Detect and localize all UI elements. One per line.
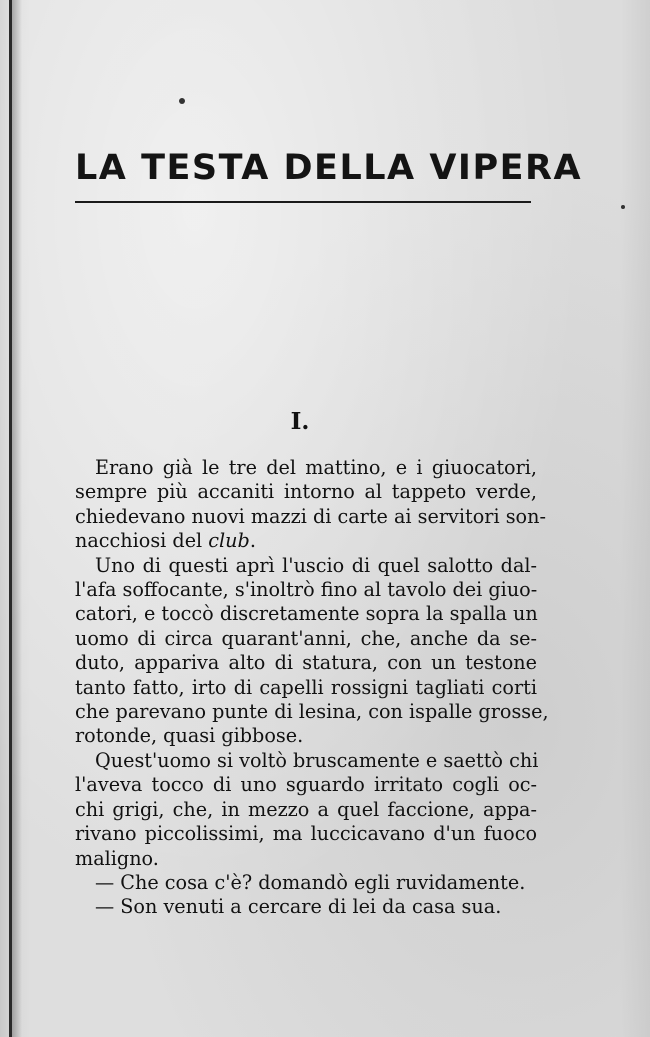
text-line: maligno. — [75, 846, 159, 870]
text-line: sempre più accaniti intorno al tappeto verde, — [75, 480, 537, 504]
page-title: LA TESTA DELLA VIPERA — [75, 148, 583, 188]
chapter-number: I. — [290, 408, 310, 435]
text-line: l'afa soffocante, s'inoltrò fino al tavolo dei giuo- — [75, 578, 538, 602]
italic-word: club — [208, 529, 250, 553]
text-line: duto, appariva alto di statura, con un testone — [75, 651, 537, 675]
text-line: chiedevano nuovi mazzi di carte ai servitori son- — [75, 504, 546, 528]
ink-speck — [179, 98, 185, 104]
text-line: — Che cosa c'è? domandò egli ruvidamente. — [95, 870, 526, 894]
text-line: l'aveva tocco di uno sguardo irritato cogli oc- — [75, 773, 537, 797]
body-text — [75, 456, 549, 920]
title-underline-rule — [75, 201, 531, 203]
text-line: chi grigi, che, in mezzo a quel faccione, appa- — [75, 797, 537, 821]
page-gutter-shadow — [12, 0, 22, 1037]
text-line: Quest'uomo si voltò bruscamente e saettò chi — [95, 748, 539, 772]
text-line: uomo di circa quarant'anni, che, anche da se- — [75, 626, 537, 650]
text-line: rotonde, quasi gibbose. — [75, 724, 304, 748]
text-line: Uno di questi aprì l'uscio di quel salotto dal- — [95, 553, 537, 577]
text-line: — Son venuti a cercare di lei da casa sua. — [95, 895, 502, 919]
text-line: Erano già le tre del mattino, e i giuocatori, — [95, 456, 537, 479]
text-line: nacchiosi del club. — [75, 529, 256, 553]
ink-speck — [621, 205, 625, 209]
text-line: tanto fatto, irto di capelli rossigni tagliati corti — [75, 675, 537, 699]
text-line: che parevano punte di lesina, con ispalle grosse, — [75, 700, 549, 724]
text-line: rivano piccolissimi, ma luccicavano d'un fuoco — [75, 822, 537, 846]
text-line: catori, e toccò discretamente sopra la spalla un — [75, 602, 538, 626]
